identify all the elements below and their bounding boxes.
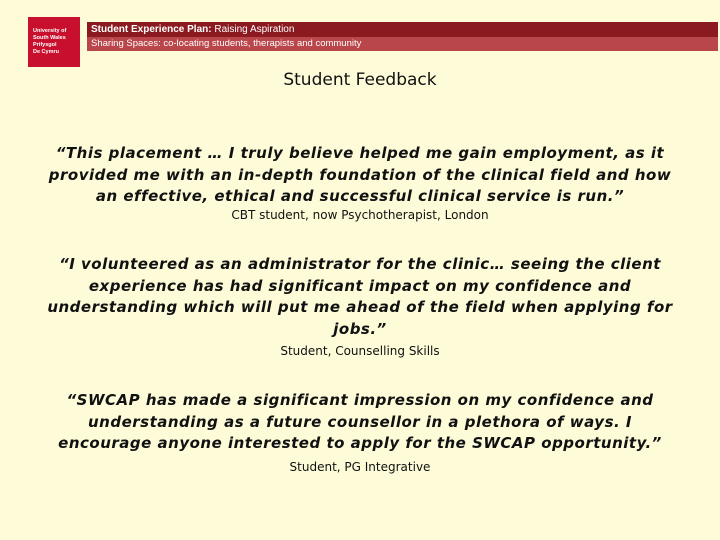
header-plan-subject: Raising Aspiration — [211, 24, 295, 35]
logo-line-2: South Wales — [33, 35, 66, 41]
header-plan-bar — [87, 22, 718, 37]
testimonial-attribution-1: CBT student, now Psychotherapist, London — [231, 208, 489, 222]
testimonial-quote-3: “SWCAP has made a significant impression on my confidence and understanding as a future counsellor in a plethora of ways. I encourage anyone interested to apply for the SWCAP opportunity.” — [58, 391, 662, 452]
header-plan-label: Student Experience Plan: — [91, 24, 212, 35]
testimonial-attribution-2: Student, Counselling Skills — [280, 344, 440, 358]
testimonial-attribution-3: Student, PG Integrative — [289, 460, 431, 474]
logo-line-1: University of — [33, 28, 67, 34]
header-subtitle-bar — [87, 37, 718, 51]
university-logo — [28, 17, 80, 67]
logo-line-3: Prifysgol — [33, 42, 57, 48]
testimonial-quote-2: “I volunteered as an administrator for the clinic… seeing the client experience has had significant impact on my confidence and understanding which will put me ahead of the field when applying for jobs.” — [47, 255, 673, 338]
testimonial-quote-1: “This placement … I truly believe helped me gain employment, as it provided me with an in-depth foundation of the clinical field and how an effective, ethical and successful clinical service is run.” — [48, 144, 672, 205]
header-subtitle: Sharing Spaces: co-locating students, therapists and community — [91, 38, 362, 49]
page-title: Student Feedback — [283, 70, 437, 90]
logo-line-4: De Cymru — [33, 49, 59, 55]
